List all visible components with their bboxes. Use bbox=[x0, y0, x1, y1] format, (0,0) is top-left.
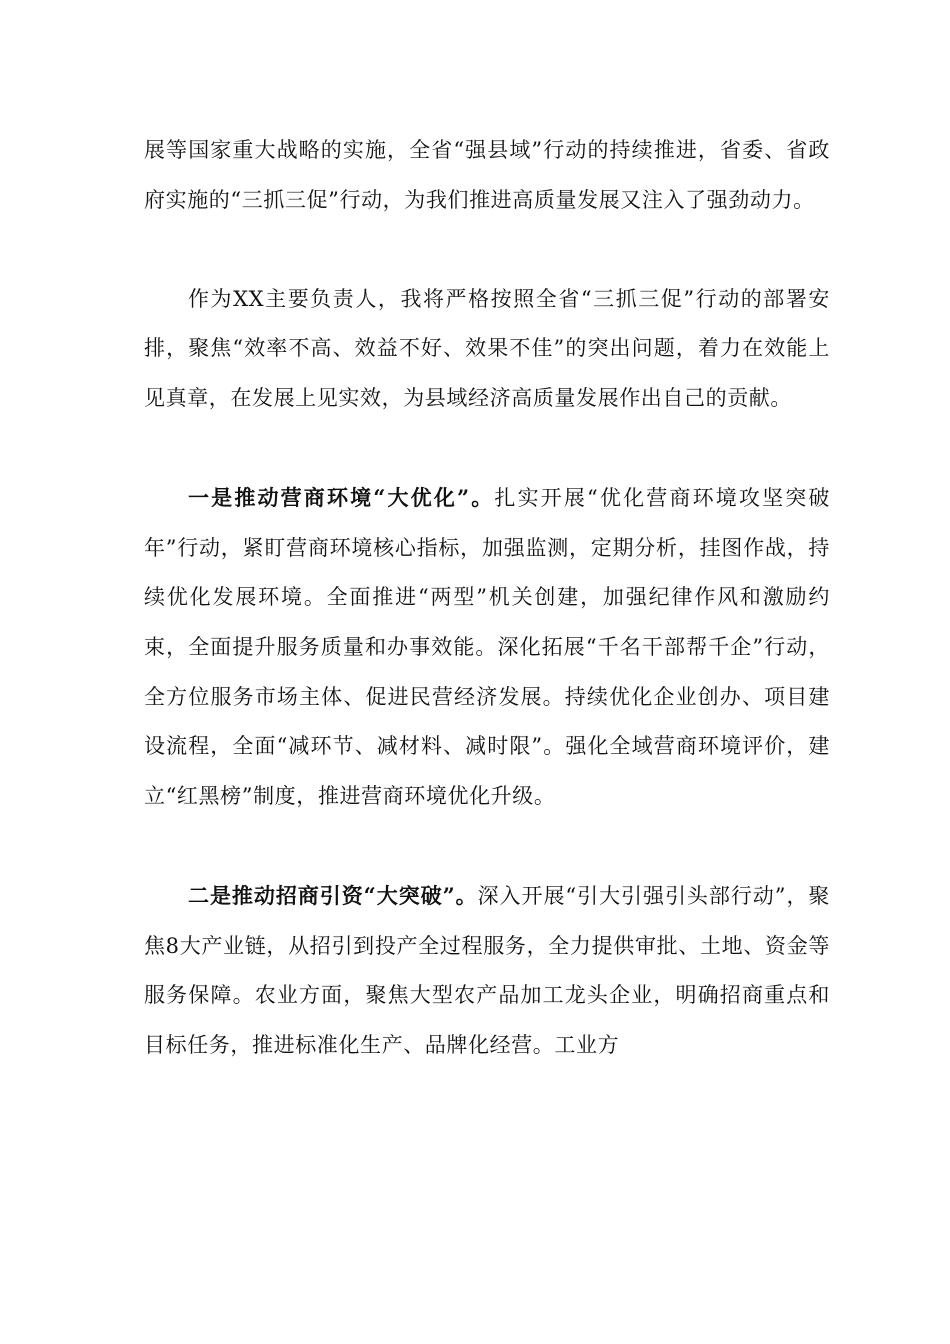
paragraph-gap bbox=[144, 821, 830, 871]
paragraph-lead: 二是推动招商引资“大突破”。 bbox=[188, 882, 478, 908]
paragraph-text: 深入开展“引大引强引头部行动”，聚焦8大产业链，从招引到投产全过程服务，全力提供审批、土地、资金等服务保障。农业方面，聚焦大型农产品加工龙头企业，明确招商重点和目标任务，推进标准化生产、品牌化经营。工业方 bbox=[144, 883, 831, 1057]
document-page bbox=[144, 126, 830, 1070]
paragraph-text: 作为XX主要负责人，我将严格按照全省“三抓三促”行动的部署安排，聚焦“效率不高、效益不好、效果不佳”的突出问题，着力在效能上见真章，在发展上见实效，为县域经济高质量发展作出自己的贡献。 bbox=[144, 286, 830, 410]
paragraph-business-environment bbox=[144, 473, 830, 821]
paragraph-responsibility bbox=[144, 275, 830, 424]
paragraph-text: 展等国家重大战略的实施，全省“强县域”行动的持续推进，省委、省政府实施的“三抓三促”行动，为我们推进高质量发展又注入了强劲动力。 bbox=[144, 138, 830, 212]
paragraph-gap bbox=[144, 225, 830, 275]
paragraph-text: 扎实开展“优化营商环境攻坚突破年”行动，紧盯营商环境核心指标，加强监测，定期分析，挂图作战，持续优化发展环境。全面推进“两型”机关创建，加强纪律作风和激励约束，全面提升服务质量和办事效能。深化拓展“千名干部帮千企”行动，全方位服务市场主体、促进民营经济发展。持续优化企业创办、项目建设流程，全面“减环节、减材料、减时限”。强化全域营商环境评价，建立“红黑榜”制度，推进营商环境优化升级。 bbox=[144, 486, 830, 808]
paragraph-continuation bbox=[144, 126, 830, 225]
paragraph-gap bbox=[144, 424, 830, 474]
paragraph-lead: 一是推动营商环境“大优化”。 bbox=[188, 485, 495, 511]
paragraph-investment bbox=[144, 871, 830, 1070]
